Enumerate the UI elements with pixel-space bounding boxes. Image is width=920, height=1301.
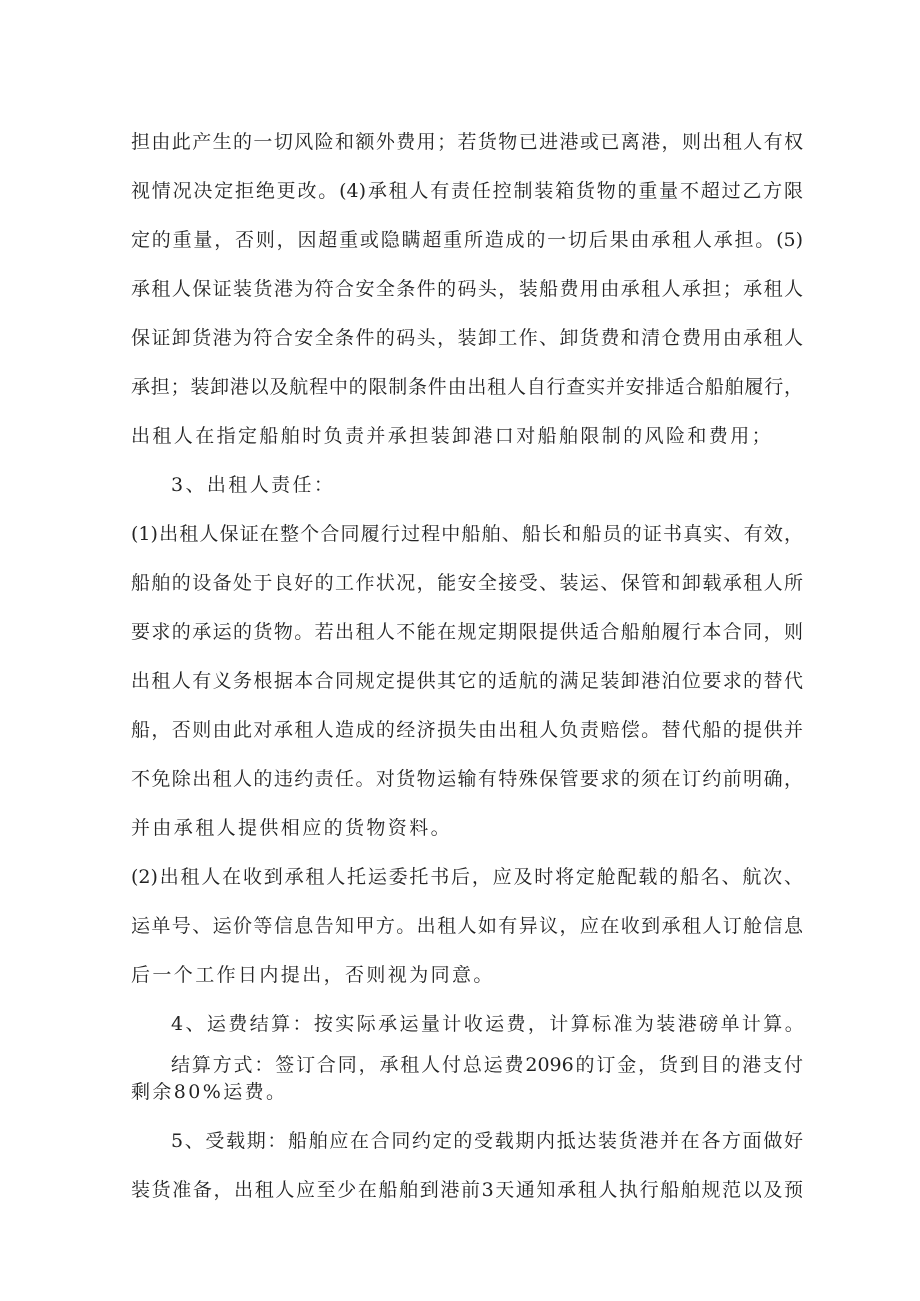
- text-line: 结算方式：签订合同，承租人付总运费2096的订金，货到目的港支付: [171, 1054, 803, 1076]
- text-line: 保证卸货港为符合安全条件的码头，装卸工作、卸货费和清仓费用由承租人: [131, 327, 803, 349]
- text-line: 后一个工作日内提出，否则视为同意。: [131, 964, 495, 986]
- text-line: 承租人保证装货港为符合安全条件的码头，装船费用由承租人承担；承租人: [131, 278, 803, 300]
- text-line: 定的重量，否则，因超重或隐瞒超重所造成的一切后果由承租人承担。(5): [131, 229, 803, 251]
- section-heading: 5、受载期：船舶应在合同约定的受载期内抵达装货港并在各方面做好: [171, 1130, 803, 1152]
- section-heading: 4、运费结算：按实际承运量计收运费，计算标准为装港磅单计算。: [171, 1013, 807, 1035]
- text-line: (1)出租人保证在整个合同履行过程中船舶、船长和船员的证书真实、有效，: [131, 523, 803, 545]
- text-line: 船舶的设备处于良好的工作状况，能安全接受、装运、保管和卸载承租人所: [131, 572, 803, 594]
- text-line: (2)出租人在收到承租人托运委托书后，应及时将定舱配载的船名、航次、: [131, 866, 803, 888]
- text-line: 不免除出租人的违约责任。对货物运输有特殊保管要求的须在订约前明确，: [131, 768, 803, 790]
- section-heading: 3、出租人责任：: [171, 474, 336, 496]
- text-line: 剩余80%运费。: [131, 1081, 288, 1103]
- text-line: 担由此产生的一切风险和额外费用；若货物已进港或已离港，则出租人有权: [131, 131, 803, 153]
- text-line: 装货准备，出租人应至少在船舶到港前3天通知承租人执行船舶规范以及预: [131, 1179, 803, 1201]
- text-line: 要求的承运的货物。若出租人不能在规定期限提供适合船舶履行本合同，则: [131, 621, 803, 643]
- text-line: 承担；装卸港以及航程中的限制条件由出租人自行查实并安排适合船舶履行，: [131, 376, 803, 398]
- text-line: 运单号、运价等信息告知甲方。出租人如有异议，应在收到承租人订舱信息: [131, 915, 803, 937]
- text-line: 出租人有义务根据本合同规定提供其它的适航的满足装卸港泊位要求的替代: [131, 670, 803, 692]
- text-line: 并由承租人提供相应的货物资料。: [131, 817, 453, 839]
- text-line: 视情况决定拒绝更改。(4)承租人有责任控制装箱货物的重量不超过乙方限: [131, 180, 803, 202]
- text-line: 出租人在指定船舶时负责并承担装卸港口对船舶限制的风险和费用；: [131, 425, 774, 447]
- text-line: 船，否则由此对承租人造成的经济损失由出租人负责赔偿。替代船的提供并: [131, 719, 803, 741]
